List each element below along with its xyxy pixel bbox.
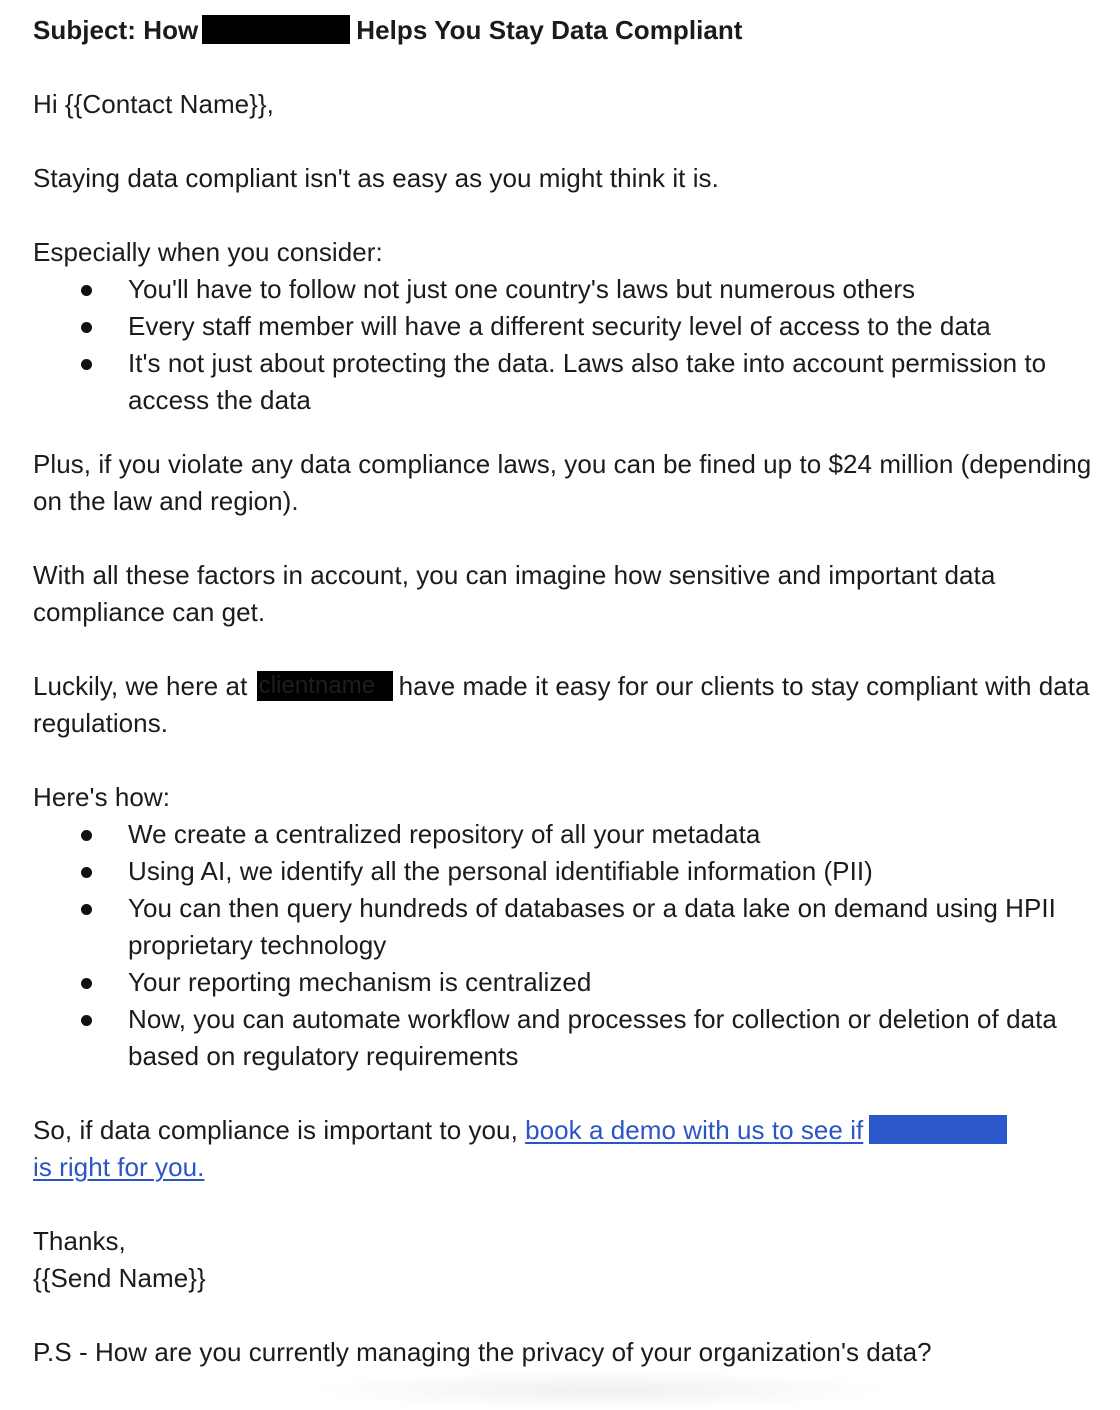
consider-lead: Especially when you consider:: [33, 237, 383, 267]
intro-paragraph: Staying data compliant isn't as easy as you might think it is.: [33, 163, 719, 193]
list-item: We create a centralized repository of all your metadata: [128, 816, 1103, 853]
book-demo-link[interactable]: book a demo with us to see if is right for you.: [33, 1115, 1007, 1182]
greeting: Hi {{Contact Name}},: [33, 89, 274, 119]
spacer: [33, 123, 1103, 160]
list-item: You'll have to follow not just one country's laws but numerous others: [128, 271, 1103, 308]
sender-name: {{Send Name}}: [33, 1263, 206, 1293]
spacer: [33, 1297, 1103, 1334]
bottom-shadow: [300, 1370, 900, 1410]
list-item: Your reporting mechanism is centralized: [128, 964, 1103, 1001]
list-item: It's not just about protecting the data. Laws also take into account permission to access the data: [128, 345, 1103, 419]
redacted-company-name: [202, 15, 350, 44]
bullet-icon: [81, 830, 92, 841]
luckily-paragraph: Luckily, we here at clientname have made it easy for our clients to stay compliant with data regulations.: [33, 671, 1090, 738]
factors-paragraph: With all these factors in account, you can imagine how sensitive and important data compliance can get.: [33, 560, 996, 627]
how-lead: Here's how:: [33, 782, 171, 812]
redacted-company-name-link: [869, 1115, 1007, 1144]
list-item: Now, you can automate workflow and processes for collection or deletion of data based on regulatory requirements: [128, 1001, 1103, 1075]
list-item: Using AI, we identify all the personal identifiable information (PII): [128, 853, 1103, 890]
spacer: [33, 520, 1103, 557]
bullet-icon: [81, 322, 92, 333]
subject-suffix: Helps You Stay Data Compliant: [356, 15, 743, 45]
spacer: [33, 742, 1103, 779]
fines-paragraph: Plus, if you violate any data compliance laws, you can be fined up to $24 million (depending on the law and region).: [33, 449, 1092, 516]
postscript: P.S - How are you currently managing the privacy of your organization's data?: [33, 1337, 932, 1367]
consider-list: [33, 271, 1103, 419]
bullet-icon: [81, 978, 92, 989]
spacer: [33, 419, 1103, 446]
spacer: [33, 1186, 1103, 1223]
signoff: Thanks,: [33, 1226, 126, 1256]
bullet-icon: [81, 1015, 92, 1026]
list-item: You can then query hundreds of databases or a data lake on demand using HPII proprietary technology: [128, 890, 1103, 964]
subject-prefix: Subject: How: [33, 15, 199, 45]
bullet-icon: [81, 285, 92, 296]
bullet-icon: [81, 904, 92, 915]
spacer: [33, 197, 1103, 234]
bullet-icon: [81, 359, 92, 370]
spacer: [33, 1075, 1103, 1112]
list-item: Every staff member will have a different security level of access to the data: [128, 308, 1103, 345]
email-body: [33, 12, 1103, 1371]
redacted-client-name: clientname: [257, 671, 393, 701]
spacer: [33, 631, 1103, 668]
spacer: [33, 49, 1103, 86]
email-subject: [33, 12, 1103, 49]
bullet-icon: [81, 867, 92, 878]
cta-paragraph: So, if data compliance is important to you, book a demo with us to see if is right for you.: [33, 1112, 1103, 1186]
how-list: [33, 816, 1103, 1075]
